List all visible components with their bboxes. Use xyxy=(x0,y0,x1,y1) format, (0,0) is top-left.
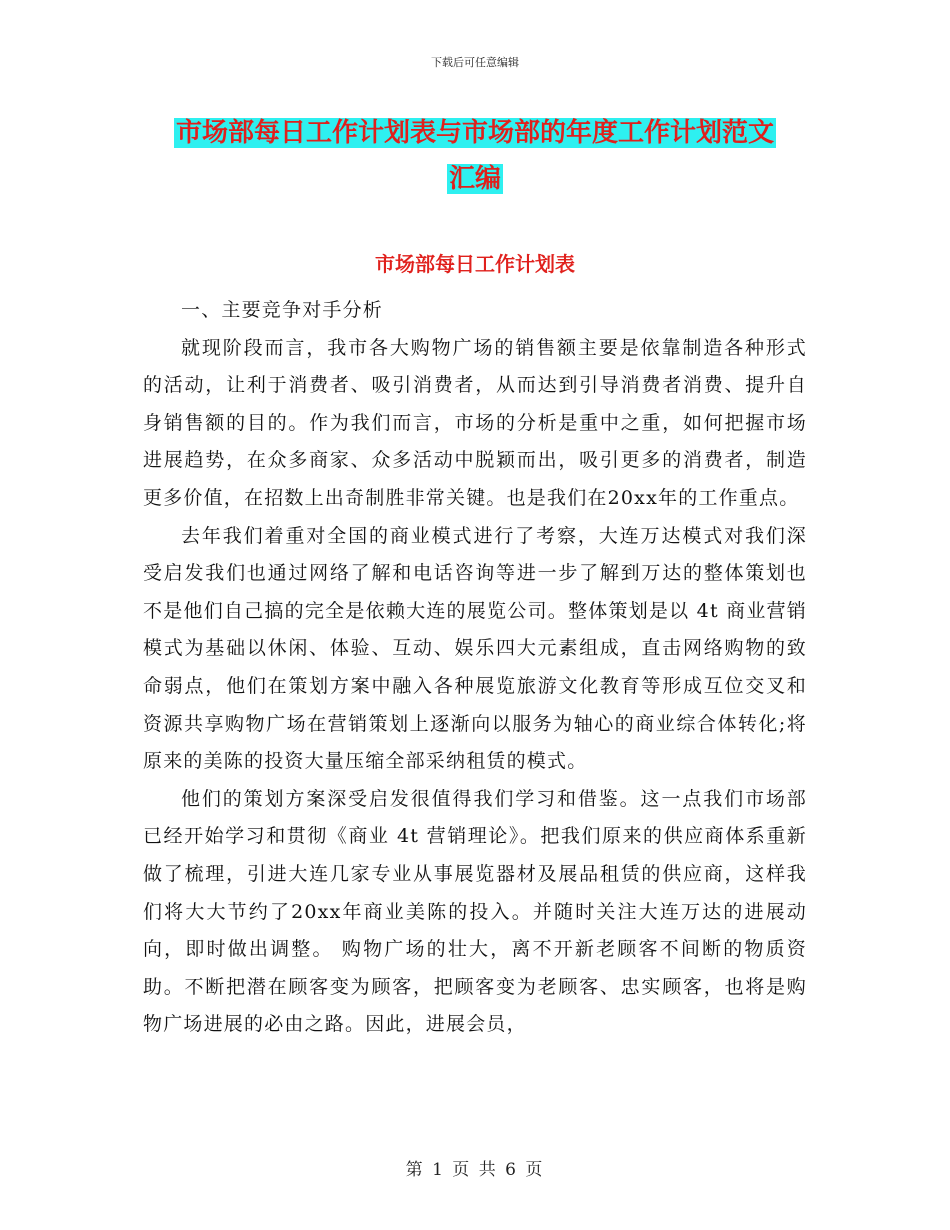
body-content xyxy=(143,292,807,1044)
heading-competitor-analysis: 一、主要竞争对手分析 xyxy=(181,299,384,321)
section-title: 市场部每日工作计划表 xyxy=(375,252,575,276)
title-line-2: 汇编 xyxy=(448,164,501,194)
page-footer: 第 1 页 共 6 页 xyxy=(405,1160,545,1180)
paragraph-3: 他们的策划方案深受启发很值得我们学习和借鉴。这一点我们市场部已经开始学习和贯彻《商业 4t 营销理论》。把我们原来的供应商体系重新做了梳理，引进大连几家专业从事展览器材及展品租赁的供应商，这样我们将大大节约了20xx年商业美陈的投入。并随时关注大连万达的进展动向，即时做出调整。 购物广场的壮大，离不开新老顾客不间断的物质资助。不断把潜在顾客变为顾客，把顾客变为老顾客、忠实顾客，也将是购物广场进展的必由之路。因此，进展会员， xyxy=(143,787,807,1036)
paragraph-1: 就现阶段而言，我市各大购物广场的销售额主要是依靠制造各种形式的活动，让利于消费者、吸引消费者，从而达到引导消费者消费、提升自身销售额的目的。作为我们而言，市场的分析是重中之重，如何把握市场进展趋势，在众多商家、众多活动中脱颖而出，吸引更多的消费者，制造更多价值，在招数上出奇制胜非常关键。也是我们在20xx年的工作重点。 xyxy=(143,336,807,509)
title-line-1: 市场部每日工作计划表与市场部的年度工作计划范文 xyxy=(175,118,774,148)
document-title xyxy=(140,110,810,202)
header-note: 下载后可任意编辑 xyxy=(431,56,519,69)
paragraph-2: 去年我们着重对全国的商业模式进行了考察，大连万达模式对我们深受启发我们也通过网络了解和电话咨询等进一步了解到万达的整体策划也不是他们自己搞的完全是依赖大连的展览公司。整体策划是以 4t 商业营销模式为基础以休闲、体验、互动、娱乐四大元素组成，直击网络购物的致命弱点，他们在策划方案中融入各种展览旅游文化教育等形成互位交叉和资源共享购物广场在营销策划上逐渐向以服务为轴心的商业综合体转化;将原来的美陈的投资大量压缩全部采纳租赁的模式。 xyxy=(143,524,807,773)
